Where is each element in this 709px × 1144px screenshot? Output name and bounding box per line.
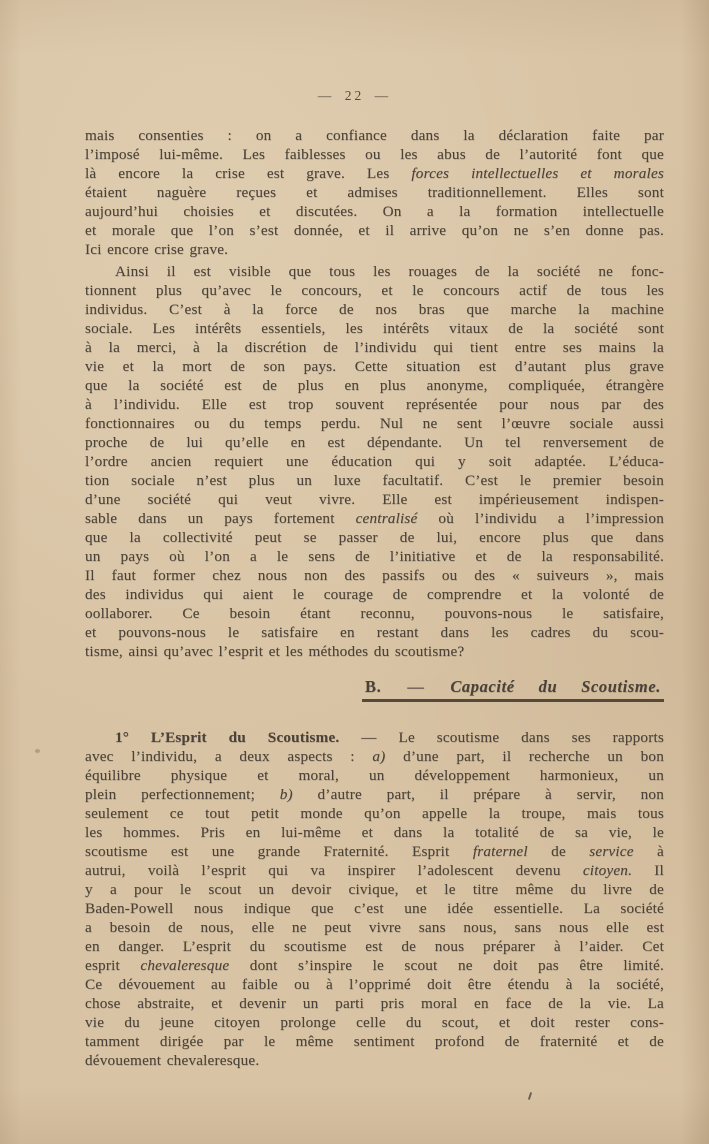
text-line bbox=[85, 899, 664, 918]
section-heading-title: Capacité du Scoutisme. bbox=[450, 677, 661, 696]
text-run: oollaborer. Ce besoin étant reconnu, pouvons-nous le satisfaire, bbox=[85, 605, 664, 622]
text-line bbox=[85, 918, 664, 937]
text-line bbox=[85, 823, 664, 842]
text-line bbox=[85, 262, 664, 281]
text-run: chevaleresque bbox=[140, 957, 230, 974]
text-line bbox=[85, 785, 664, 804]
text-run: a besoin de nous, elle ne peut vivre sans nous, sans nous elle est bbox=[85, 919, 664, 936]
text-run: de bbox=[527, 843, 590, 860]
text-run: là encore la crise est grave. Les bbox=[85, 165, 412, 182]
text-line bbox=[85, 183, 664, 202]
text-run: tamment dirigée par le même sentiment profond de fraternité et de bbox=[85, 1033, 664, 1050]
text-run: l’ordre ancien requiert une éducation qui y soit adaptée. L’éduca- bbox=[85, 453, 664, 470]
stray-ink-mark bbox=[528, 1092, 532, 1100]
text-run: mais consenties : on a confiance dans la déclaration faite par bbox=[85, 127, 664, 144]
text-run: sable dans un pays fortement bbox=[85, 510, 356, 527]
text-line bbox=[85, 1051, 664, 1070]
text-line bbox=[85, 414, 664, 433]
text-line bbox=[85, 452, 664, 471]
text-run: Il bbox=[632, 862, 664, 879]
text-run: service bbox=[589, 843, 634, 860]
text-line bbox=[85, 1032, 664, 1051]
text-line bbox=[85, 471, 664, 490]
text-line bbox=[85, 804, 664, 823]
text-run: plein perfectionnement; bbox=[85, 786, 280, 803]
text-line bbox=[85, 766, 664, 785]
text-run: que la collectivité peut se passer de lui, encore plus que dans bbox=[85, 529, 664, 546]
text-line bbox=[85, 221, 664, 240]
text-run: Ce dévouement au faible ou à l’opprimé doit être étendu à la société, bbox=[85, 976, 664, 993]
text-run: Il faut former chez nous non des passifs ou des « suiveurs », mais bbox=[85, 567, 664, 584]
text-run: l’imposé lui-même. Les faiblesses ou les abus de l’autorité font que bbox=[85, 146, 664, 163]
text-run: tionnent plus qu’avec le concours, et le concours actif de tous les bbox=[85, 282, 664, 299]
text-run: individus. C’est à la force de nos bras que marche la machine bbox=[85, 301, 664, 318]
text-line bbox=[85, 300, 664, 319]
text-run: tisme, ainsi qu’avec l’esprit et les méthodes du scoutisme? bbox=[85, 643, 465, 660]
text-line bbox=[85, 861, 664, 880]
text-run: b) bbox=[279, 786, 293, 803]
text-run: en danger. L’esprit du scoutisme est de nous préparer à l’aider. Cet bbox=[85, 938, 664, 955]
text-line bbox=[85, 509, 664, 528]
text-run: seulement ce tout petit monde qu’on appelle la troupe, mais tous bbox=[85, 805, 664, 822]
text-run: et pouvons-nous le satisfaire en restant dans les cadres du scou- bbox=[85, 624, 664, 641]
section-heading-dash: — bbox=[407, 677, 425, 696]
text-run: équilibre physique et moral, un développement harmonieux, un bbox=[85, 767, 664, 784]
text-run: étaient naguère reçues et admises traditionnellement. Elles sont bbox=[85, 184, 664, 201]
text-run: des individus qui aient le courage de comprendre et la volonté de bbox=[85, 586, 664, 603]
text-run: et morale que l’on s’est donnée, et il arrive qu’on ne s’en donne pas. bbox=[85, 222, 664, 239]
text-line bbox=[85, 975, 664, 994]
text-run: dévouement chevaleresque. bbox=[85, 1052, 260, 1069]
text-line bbox=[85, 956, 664, 975]
text-line bbox=[85, 547, 664, 566]
text-line bbox=[85, 566, 664, 585]
text-line bbox=[85, 281, 664, 300]
text-line bbox=[85, 623, 664, 642]
text-run: d’une part, il recherche un bon bbox=[385, 748, 664, 765]
section-heading-prefix: B. bbox=[365, 677, 382, 696]
text-run: aujourd’hui choisies et discutées. On a la formation intellectuelle bbox=[85, 203, 664, 220]
text-run: autrui, voilà l’esprit qui va inspirer l’adolescent devenu bbox=[85, 862, 583, 879]
text-run: vie du jeune citoyen prolonge celle du scout, et doit rester cons- bbox=[85, 1014, 664, 1031]
text-line bbox=[85, 395, 664, 414]
text-run: proche de lui qu’elle en est dépendante. Un tel renversement de bbox=[85, 434, 664, 451]
text-line bbox=[85, 585, 664, 604]
text-line bbox=[85, 1013, 664, 1032]
text-run: dont s’inspire le scout ne doit pas être limité. bbox=[229, 957, 664, 974]
text-run: les hommes. Pris en lui-même et dans la totalité de sa vie, le bbox=[85, 824, 664, 841]
text-run: a) bbox=[372, 748, 386, 765]
page-body bbox=[85, 126, 664, 1070]
text-line bbox=[85, 357, 664, 376]
text-line bbox=[85, 642, 664, 661]
text-line bbox=[85, 880, 664, 899]
text-line bbox=[85, 338, 664, 357]
text-run: fraternel bbox=[472, 843, 528, 860]
text-run: à l’individu. Elle est trop souvent représentée pour nous par des bbox=[85, 396, 664, 413]
text-line bbox=[85, 842, 664, 861]
text-line bbox=[85, 728, 664, 747]
text-run: centralisé bbox=[355, 510, 418, 527]
page-number: — 22 — bbox=[317, 88, 392, 103]
paragraphs-after-heading bbox=[85, 728, 664, 1070]
text-run: un pays où l’on a le sens de l’initiative et de la responsabilité. bbox=[85, 548, 664, 565]
text-run: esprit bbox=[85, 957, 141, 974]
text-run: chose abstraite, et devenir un parti pris moral en face de la vie. La bbox=[85, 995, 664, 1012]
text-line bbox=[85, 164, 664, 183]
text-run: Baden-Powell nous indique que c’est une idée essentielle. La société bbox=[85, 900, 664, 917]
section-heading bbox=[362, 677, 664, 702]
text-line bbox=[85, 319, 664, 338]
text-run: forces intellectuelles et morales bbox=[411, 165, 665, 182]
paragraph bbox=[85, 126, 664, 259]
text-run: Ici encore crise grave. bbox=[85, 241, 229, 258]
text-line bbox=[85, 126, 664, 145]
text-run: tion sociale n’est plus un luxe facultatif. C’est le premier besoin bbox=[85, 472, 664, 489]
text-line bbox=[85, 604, 664, 623]
text-run: y a pour le scout un devoir civique, et le titre même du livre de bbox=[85, 881, 664, 898]
text-run: à bbox=[633, 843, 664, 860]
paragraph bbox=[85, 728, 664, 1070]
text-line bbox=[85, 376, 664, 395]
text-line bbox=[85, 433, 664, 452]
text-run: Ainsi il est visible que tous les rouages de la société ne fonc- bbox=[115, 263, 664, 280]
text-run: d’autre part, il prépare à servir, non bbox=[292, 786, 664, 803]
text-run: scoutisme est une grande Fraternité. Esprit bbox=[85, 843, 473, 860]
paragraph bbox=[85, 262, 664, 661]
text-line bbox=[85, 528, 664, 547]
text-run: que la société est de plus en plus anonyme, compliquée, étrangère bbox=[85, 377, 664, 394]
paragraphs-before-heading bbox=[85, 126, 664, 661]
text-run: avec l’individu, a deux aspects : bbox=[85, 748, 373, 765]
text-run: à la merci, à la discrétion de l’individu qui tient entre ses mains la bbox=[85, 339, 664, 356]
text-run: 1° L’Esprit du Scoutisme. bbox=[115, 729, 340, 746]
text-line bbox=[85, 240, 664, 259]
text-run: fonctionnaires ou du temps perdu. Nul ne sent l’œuvre sociale aussi bbox=[85, 415, 664, 432]
text-line bbox=[85, 202, 664, 221]
text-run: d’une société qui veut vivre. Elle est impérieusement indispen- bbox=[85, 491, 664, 508]
text-line bbox=[85, 145, 664, 164]
text-run: citoyen. bbox=[582, 862, 633, 879]
text-line bbox=[85, 747, 664, 766]
text-line bbox=[85, 490, 664, 509]
text-run: où l’individu a l’impression bbox=[417, 510, 664, 527]
text-run: sociale. Les intérêts essentiels, les intérêts vitaux de la société sont bbox=[85, 320, 664, 337]
text-line bbox=[85, 994, 664, 1013]
text-line bbox=[85, 937, 664, 956]
text-run: vie et la mort de son pays. Cette situation est d’autant plus grave bbox=[85, 358, 664, 375]
paper-speck bbox=[35, 749, 40, 753]
text-run: — Le scoutisme dans ses rapports bbox=[339, 729, 664, 746]
